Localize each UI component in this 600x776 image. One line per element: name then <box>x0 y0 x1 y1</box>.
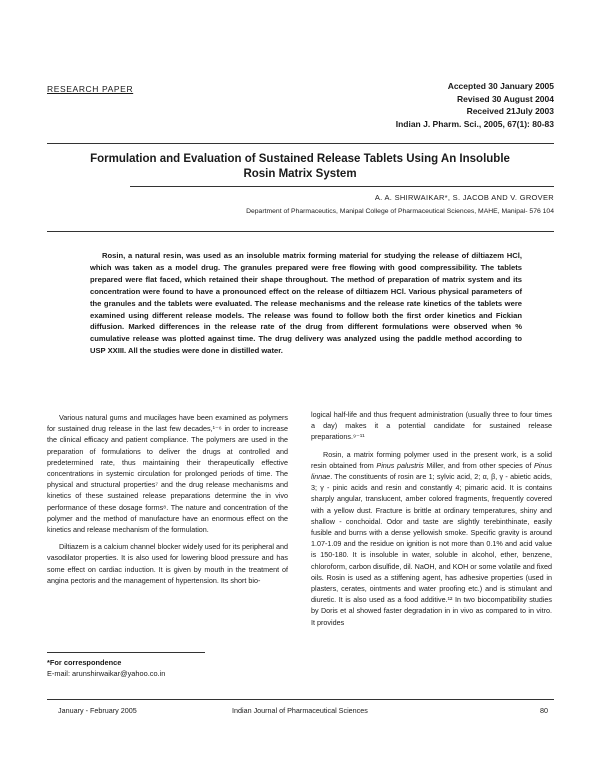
body-paragraph: Diltiazem is a calcium channel blocker widely used for its peripheral and vasodilator properties. It is also used for lowering blood pressure and has some effect on cardiac induction. It is given by mouth in the treatment of angina pectoris and the management of hypertension. Its short bio- <box>47 542 288 585</box>
footnote-rule <box>47 652 205 653</box>
top-rule <box>47 143 554 144</box>
body-paragraph <box>311 449 552 628</box>
page-number: 80 <box>540 706 548 715</box>
text-run: . The constituents of rosin are 1; sylvic acid, 2; α, β, γ - abietic acids, 3; γ - pinic acids and resin and constantly 4; pimaric acid. It is contains sharply angular, translucent, amber colored fragments, frequently covered with a yellow dust. Fracture is brittle at ordinary temperatures, shiny and shallow - conchoidal. Odor and taste are slightly terebinthinate, easily fusible and burns with a dense yellowish smoke. Specific gravity is around 1.07-1.09 and the residue on ignition is not more than 0.1% and acid value is 150-180. It is insoluble in water, soluble in alcohol, ether, benzene, chloroform, carbon disulfide, dil. NaOH, and KOH or some volatile and fixed oils. Rosin is used as a stiffening agent, has adhesive properties (used in plasters, cerates, ointments and water proofing etc.) and is stimulant and diuretic. It is also used as a food additive.¹² In two biocompatibility studies by Doris et al showed faster degradation in in vivo as compared to in vitro. It provides <box>311 472 552 627</box>
title-line-2: Rosin Matrix System <box>243 168 357 180</box>
footer-date: January - February 2005 <box>58 706 137 715</box>
title-line-1: Formulation and Evaluation of Sustained Release Tablets Using An Insoluble <box>90 153 510 165</box>
footer-journal: Indian Journal of Pharmaceutical Sciences <box>232 706 368 715</box>
correspondence-label: *For correspondence <box>47 658 122 667</box>
revised-date: Revised 30 August 2004 <box>456 93 554 104</box>
body-paragraph: logical half-life and thus frequent administration (usually three to four times a day) makes it a potential candidate for sustained release preparations.⁹⁻¹¹ <box>311 410 552 442</box>
accepted-date: Accepted 30 January 2005 <box>447 81 554 91</box>
right-column <box>311 409 552 634</box>
header-rule <box>47 231 554 232</box>
species-name: Pinus palustris <box>376 460 424 470</box>
title-rule <box>130 186 554 187</box>
footer-rule <box>47 699 554 700</box>
section-label: RESEARCH PAPER <box>47 84 134 94</box>
authors: A. A. SHIRWAIKAR*, S. JACOB AND V. GROVER <box>374 193 554 202</box>
received-date: Received 21July 2003 <box>466 106 554 116</box>
abstract: Rosin, a natural resin, was used as an insoluble matrix forming material for studying the release of diltiazem HCl, which was taken as a model drug. The granules prepared were free flowing with good compressibility. The tablets prepared were flat faced, which retained their shape throughout. The method of preparation of matrix system and its concentration were found to have a pronounced effect on the release of diltiazem HCl. Various physical parameters of the granules and the tablets were evaluated. The release mechanisms and the release rate kinetics of the tablets were examined using different release models. The release was found to follow both the first order kinetics and Fickian diffusion. Marked differences in the release rate of the drug from different formulations were observed when % cumulative release was plotted against time. The drug delivery was analyzed using the paddle method according to USP XXIII. All the studies were done in distilled water. <box>90 251 522 356</box>
correspondence <box>47 657 165 679</box>
journal-citation: Indian J. Pharm. Sci., 2005, 67(1): 80-83 <box>395 118 554 129</box>
affiliation: Department of Pharmaceutics, Manipal College of Pharmaceutical Sciences, MAHE, Manipal- 576 104 <box>246 208 554 215</box>
text-run: Miller, and from other species of <box>423 460 535 470</box>
publication-info <box>396 80 554 130</box>
text-run: Rosin, a matrix forming polymer used in the present work, is a solid resin obtained from <box>311 449 552 470</box>
left-column <box>47 412 288 592</box>
family-name: Pinus linnae <box>311 460 552 482</box>
correspondence-email: E-mail: arunshirwaikar@yahoo.co.in <box>47 669 166 678</box>
paper-title <box>60 152 540 182</box>
body-paragraph: Various natural gums and mucilages have been examined as polymers for sustained drug release in the last few decades,¹⁻⁶ in order to increase the clinical efficacy and patient compliance. The polymers are used in the preparation of formulations to deliver the drugs at controlled and predetermined rate, thus maintaining their therapeutically effective concentrations in systemic circulation for prolonged periods of time. The physical and structural properties⁷ and the drug release mechanisms and kinetics of these sustained release preparations determine the in vivo performance of these dosage forms⁸. The nature and concentration of the polymer and the method of manufacture have an enormous effect on the kinetics and release mechanism of the formulation. <box>47 413 288 535</box>
